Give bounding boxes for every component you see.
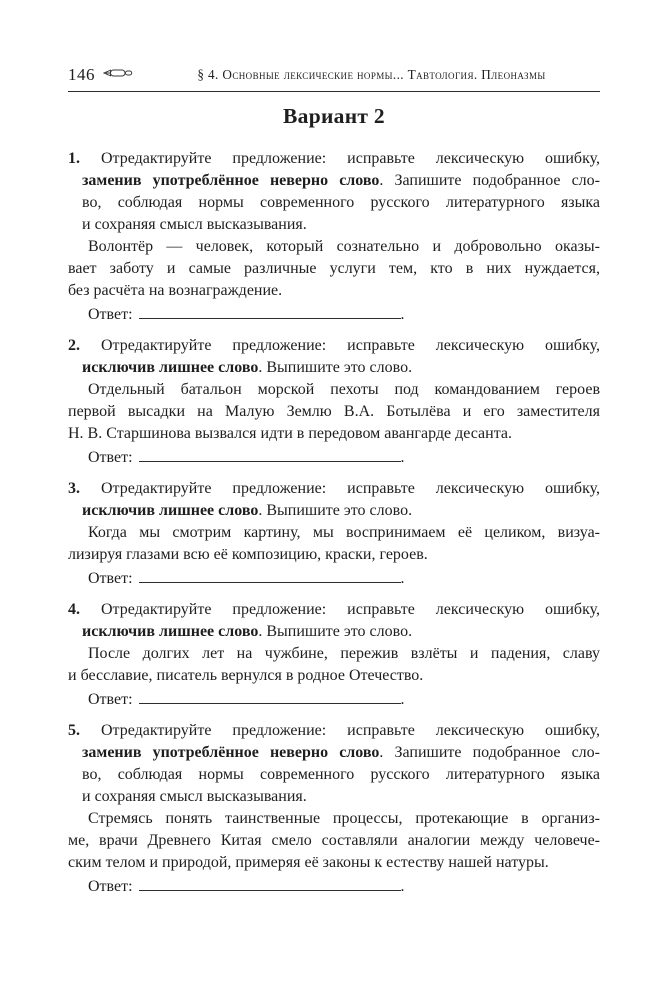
- answer-line: [68, 304, 600, 326]
- instruction-text: и сохраняя смысл высказывания.: [82, 216, 307, 233]
- exercise-instruction: [68, 599, 600, 643]
- instruction-text: во, соблюдая нормы современного русского литературного языка: [82, 766, 600, 783]
- sentence-text: вает заботу и самые различные услуги тем, кто в них нуждается,: [68, 260, 600, 277]
- instruction-bold-text: исключив лишнее слово: [82, 623, 259, 640]
- exercise-instruction: [68, 478, 600, 522]
- exercise-number: 5.: [68, 722, 80, 739]
- instruction-bold-text: заменив употреблённое неверно слово: [82, 172, 380, 189]
- sentence-text: первой высадки на Малую Землю В.А. Ботылёва и его заместителя: [68, 403, 600, 420]
- sentence-text: без расчёта на вознаграждение.: [68, 282, 283, 299]
- instruction-bold-text: заменив употреблённое неверно слово: [82, 744, 380, 761]
- answer-line: [68, 447, 600, 469]
- instruction-text: Отредактируйте предложение: исправьте лексическую ошибку,: [100, 150, 601, 167]
- instruction-text: Отредактируйте предложение: исправьте лексическую ошибку,: [100, 480, 601, 497]
- exercise-number: 4.: [68, 601, 80, 618]
- instruction-bold-text: исключив лишнее слово: [82, 502, 259, 519]
- answer-blank: [139, 568, 401, 583]
- exercise-3: [68, 478, 600, 590]
- exercise-instruction: [68, 148, 600, 236]
- instruction-text: Отредактируйте предложение: исправьте лексическую ошибку,: [100, 722, 601, 739]
- answer-period: .: [400, 306, 405, 323]
- sentence-text: Стремясь понять таинственные процессы, протекающие в организ-: [88, 810, 600, 827]
- answer-line: [68, 876, 600, 898]
- answer-line: [68, 568, 600, 590]
- answer-label: Ответ:: [88, 306, 133, 323]
- sentence-text: Отдельный батальон морской пехоты под командованием героев: [88, 381, 600, 398]
- pen-icon: [103, 64, 133, 86]
- page-header: [68, 64, 600, 92]
- exercise-number: 2.: [68, 337, 80, 354]
- instruction-text: . Выпишите это слово.: [258, 502, 413, 519]
- exercise-number: 1.: [68, 150, 80, 167]
- instruction-text: . Выпишите это слово.: [258, 623, 413, 640]
- answer-line: [68, 689, 600, 711]
- page-number: 146: [68, 65, 95, 84]
- exercise-5: [68, 720, 600, 898]
- instruction-text: . Выпишите это слово.: [258, 359, 413, 376]
- answer-blank: [139, 304, 401, 319]
- answer-period: .: [400, 878, 405, 895]
- answer-label: Ответ:: [88, 691, 133, 708]
- exercise-1: [68, 148, 600, 326]
- exercise-sentence: [68, 379, 600, 445]
- answer-period: .: [400, 570, 405, 587]
- exercise-sentence: [68, 808, 600, 874]
- instruction-text: Отредактируйте предложение: исправьте лексическую ошибку,: [100, 601, 601, 618]
- answer-label: Ответ:: [88, 878, 133, 895]
- instruction-bold-text: исключив лишнее слово: [82, 359, 259, 376]
- instruction-text: во, соблюдая нормы современного русского литературного языка: [82, 194, 600, 211]
- sentence-text: После долгих лет на чужбине, пережив взлёты и падения, славу: [88, 645, 600, 662]
- exercise-sentence: [68, 522, 600, 566]
- sentence-text: ме, врачи Древнего Китая смело составляли аналогии между человече-: [68, 832, 600, 849]
- answer-label: Ответ:: [88, 449, 133, 466]
- sentence-text: ским телом и природой, примеряя её законы к естеству нашей натуры.: [68, 854, 549, 871]
- answer-label: Ответ:: [88, 570, 133, 587]
- exercise-sentence: [68, 236, 600, 302]
- sentence-text: и бесславие, писатель вернулся в родное Отечество.: [68, 667, 424, 684]
- sentence-text: лизируя глазами всю её композицию, краски, героев.: [68, 546, 428, 563]
- sentence-text: Волонтёр — человек, который сознательно и добровольно оказы-: [88, 238, 600, 255]
- answer-blank: [139, 447, 401, 462]
- answer-period: .: [400, 449, 405, 466]
- sentence-text: Когда мы смотрим картину, мы воспринимаем её целиком, визуа-: [88, 524, 600, 541]
- answer-blank: [139, 876, 401, 891]
- answer-period: .: [400, 691, 405, 708]
- exercise-sentence: [68, 643, 600, 687]
- exercise-instruction: [68, 335, 600, 379]
- answer-blank: [139, 689, 401, 704]
- exercise-2: [68, 335, 600, 469]
- instruction-text: и сохраняя смысл высказывания.: [82, 788, 307, 805]
- exercise-instruction: [68, 720, 600, 808]
- page-title: Вариант 2: [283, 104, 385, 128]
- instruction-text: Отредактируйте предложение: исправьте лексическую ошибку,: [100, 337, 601, 354]
- instruction-text: . Запишите подобранное сло-: [379, 172, 600, 189]
- section-title: § 4. Основные лексические нормы... Тавтология. Плеоназмы: [197, 67, 546, 82]
- sentence-text: Н. В. Старшинова вызвался идти в передовом авангарде десанта.: [68, 425, 512, 442]
- instruction-text: . Запишите подобранное сло-: [379, 744, 600, 761]
- exercise-4: [68, 599, 600, 711]
- exercise-number: 3.: [68, 480, 80, 497]
